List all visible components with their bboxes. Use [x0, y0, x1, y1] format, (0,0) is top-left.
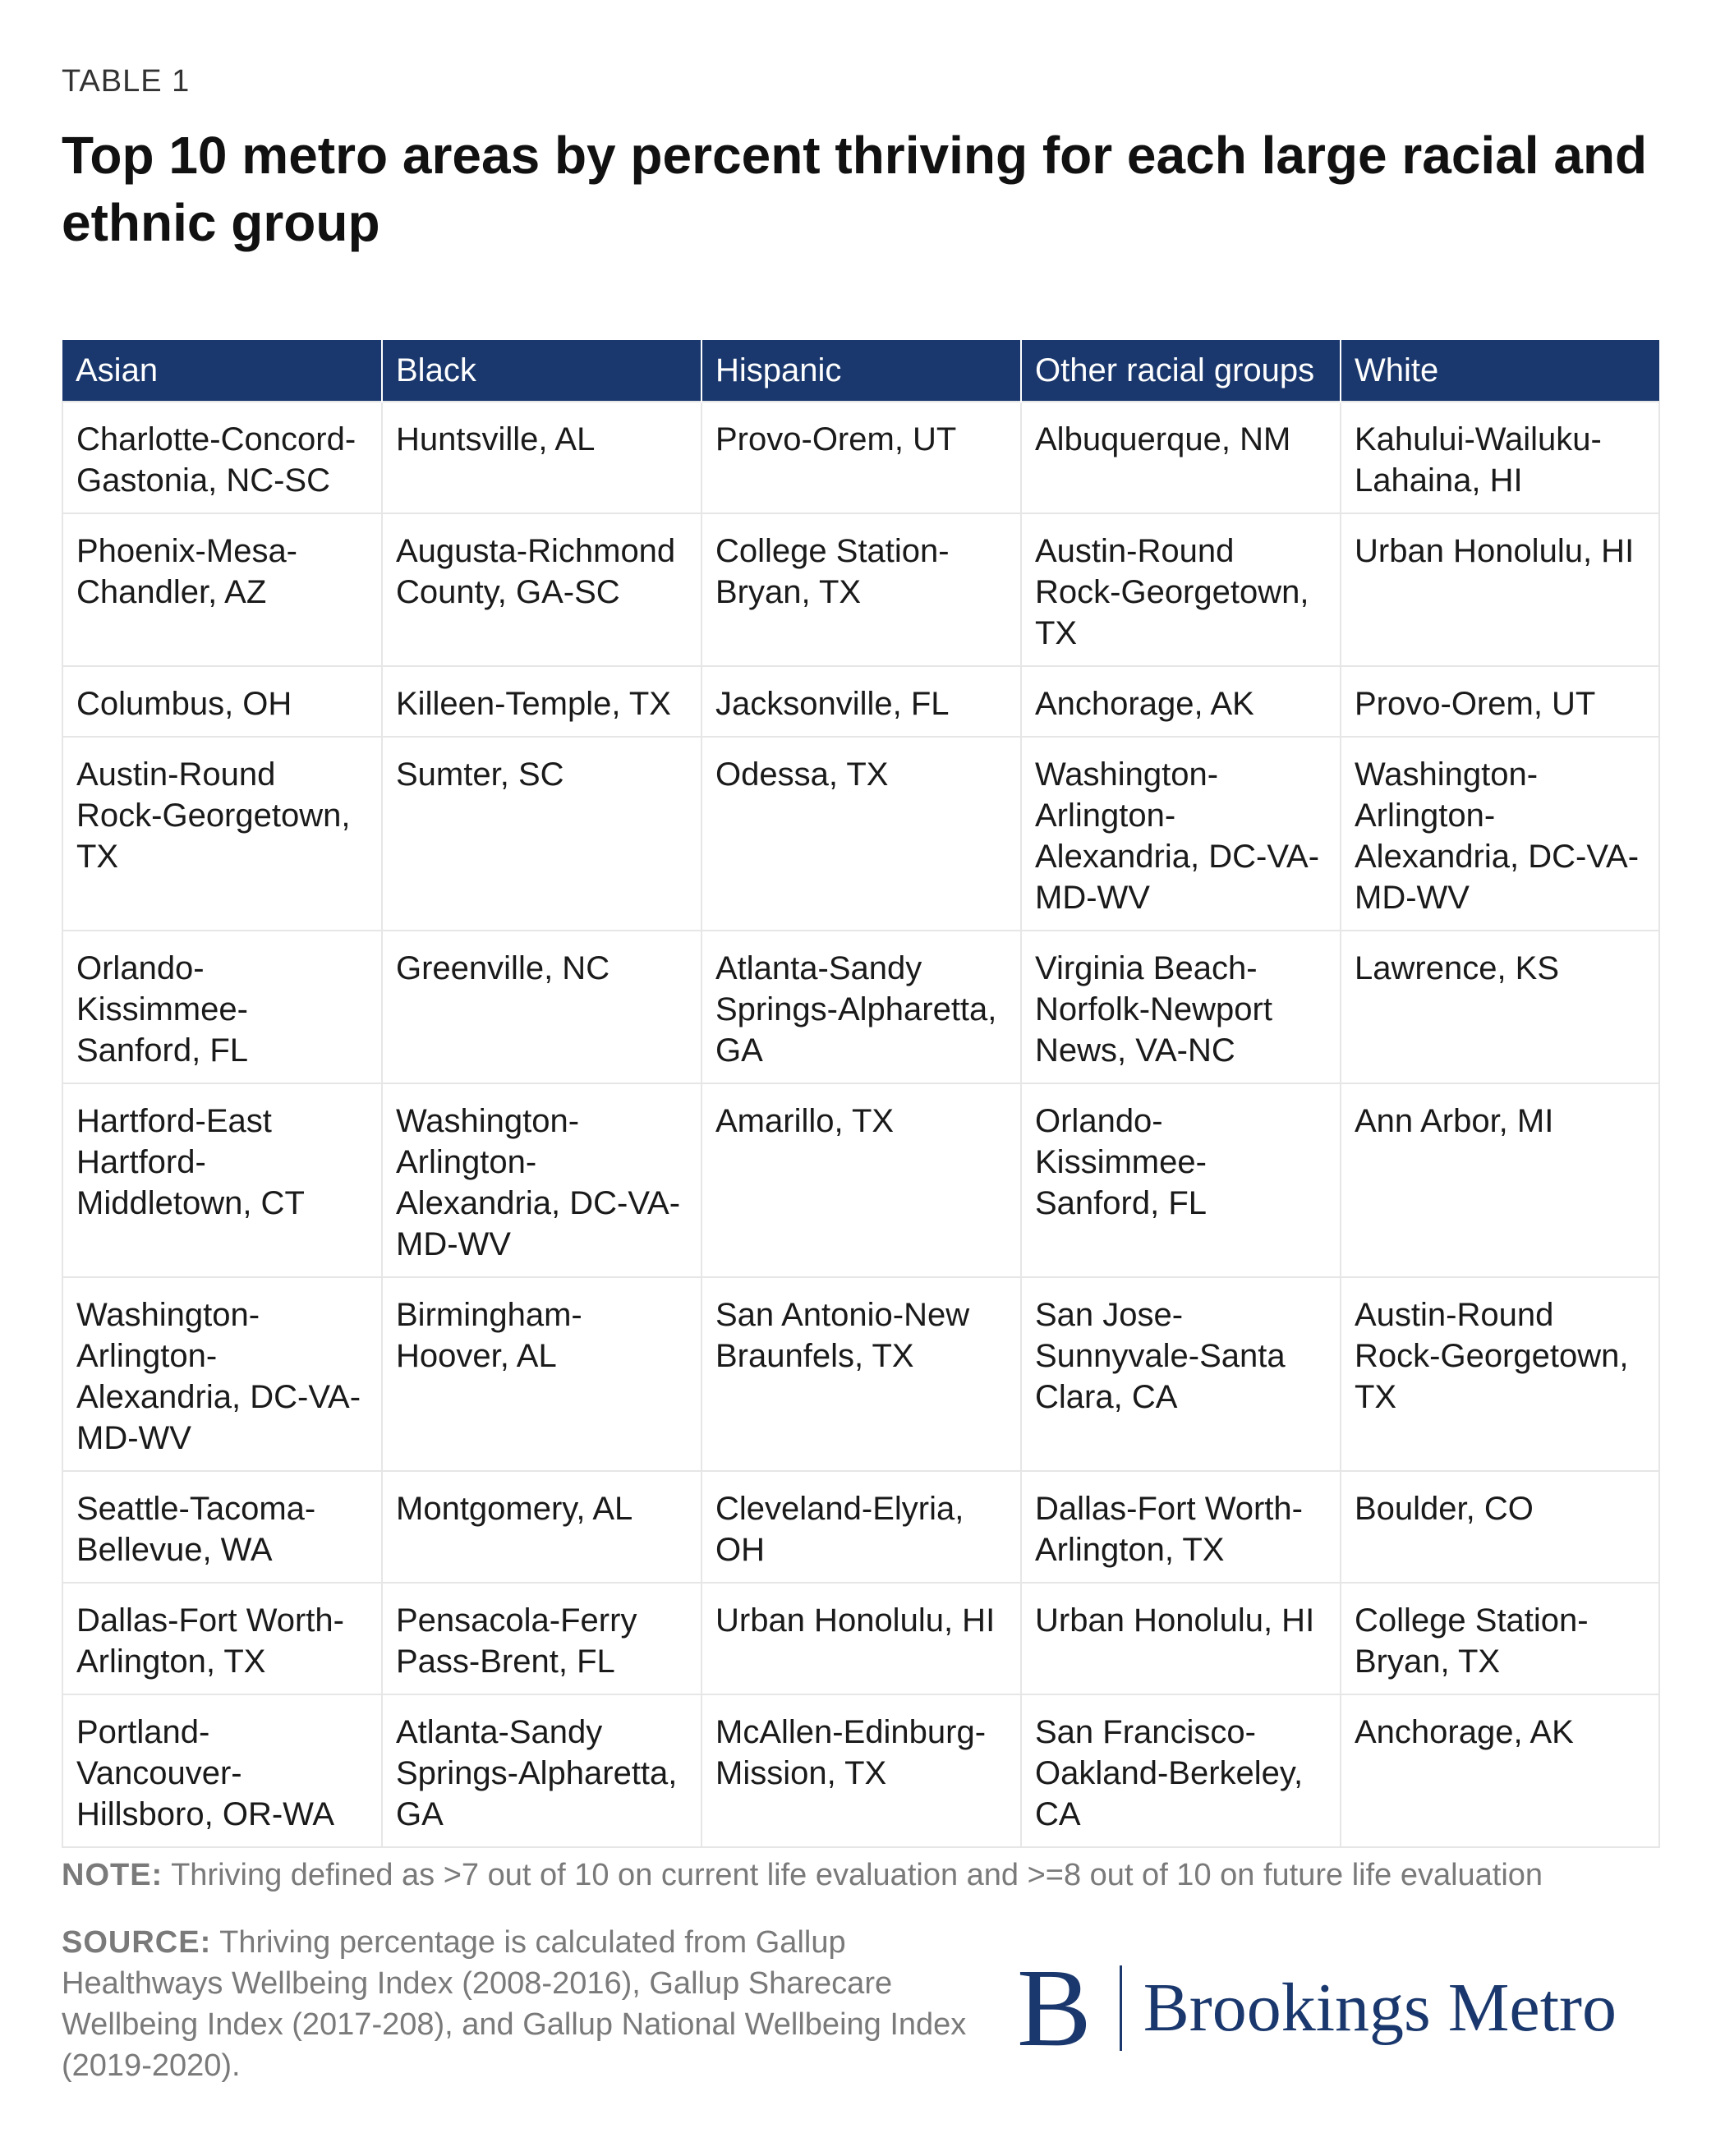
table-cell: McAllen-Edinburg-Mission, TX — [702, 1694, 1021, 1847]
table-cell: Phoenix-Mesa-Chandler, AZ — [62, 513, 382, 666]
table-cell: Kahului-Wailuku-Lahaina, HI — [1341, 402, 1659, 513]
table-cell: Jacksonville, FL — [702, 666, 1021, 737]
column-header-asian: Asian — [62, 340, 382, 402]
table-body — [62, 402, 1659, 1847]
table-header — [62, 340, 1659, 402]
table-cell: Huntsville, AL — [382, 402, 702, 513]
table-cell: Urban Honolulu, HI — [1341, 513, 1659, 666]
table-row — [62, 931, 1659, 1083]
table-cell: Provo-Orem, UT — [1341, 666, 1659, 737]
table-cell: Anchorage, AK — [1021, 666, 1341, 737]
table-cell: Dallas-Fort Worth-Arlington, TX — [1021, 1471, 1341, 1583]
source-label: SOURCE: — [62, 1925, 212, 1960]
metro-table — [62, 340, 1660, 1848]
table-cell: Dallas-Fort Worth-Arlington, TX — [62, 1583, 382, 1694]
note-text: Thriving defined as >7 out of 10 on current life evaluation and >=8 out of 10 on future life evaluation — [163, 1858, 1543, 1892]
footnote-source — [62, 1922, 973, 2086]
column-header-white: White — [1341, 340, 1659, 402]
table-cell: Augusta-Richmond County, GA-SC — [382, 513, 702, 666]
table-cell: Urban Honolulu, HI — [702, 1583, 1021, 1694]
table-row — [62, 402, 1659, 513]
table-cell: San Antonio-New Braunfels, TX — [702, 1277, 1021, 1471]
table-cell: Washington-Arlington-Alexandria, DC-VA-MD-WV — [382, 1083, 702, 1277]
header-row — [62, 340, 1659, 402]
column-header-black: Black — [382, 340, 702, 402]
table-cell: Orlando-Kissimmee-Sanford, FL — [62, 931, 382, 1083]
table-cell: Boulder, CO — [1341, 1471, 1659, 1583]
table-cell: Columbus, OH — [62, 666, 382, 737]
table-cell: Albuquerque, NM — [1021, 402, 1341, 513]
table-cell: Pensacola-Ferry Pass-Brent, FL — [382, 1583, 702, 1694]
table-cell: Portland-Vancouver-Hillsboro, OR-WA — [62, 1694, 382, 1847]
table-cell: Ann Arbor, MI — [1341, 1083, 1659, 1277]
table-row — [62, 1083, 1659, 1277]
table-cell: College Station-Bryan, TX — [702, 513, 1021, 666]
table-cell: Sumter, SC — [382, 737, 702, 931]
table-cell: Austin-Round Rock-Georgetown, TX — [1341, 1277, 1659, 1471]
table-cell: College Station-Bryan, TX — [1341, 1583, 1659, 1694]
table-cell: Virginia Beach-Norfolk-Newport News, VA-NC — [1021, 931, 1341, 1083]
table-cell: San Francisco-Oakland-Berkeley, CA — [1021, 1694, 1341, 1847]
note-label: NOTE: — [62, 1858, 163, 1892]
table-cell: Washington-Arlington-Alexandria, DC-VA-MD-WV — [1341, 737, 1659, 931]
table-cell: Orlando-Kissimmee-Sanford, FL — [1021, 1083, 1341, 1277]
table-cell: Seattle-Tacoma-Bellevue, WA — [62, 1471, 382, 1583]
column-header-other-racial-groups: Other racial groups — [1021, 340, 1341, 402]
table-cell: Atlanta-Sandy Springs-Alpharetta, GA — [382, 1694, 702, 1847]
table-cell: Washington-Arlington-Alexandria, DC-VA-MD-WV — [62, 1277, 382, 1471]
table-cell: Montgomery, AL — [382, 1471, 702, 1583]
table-row — [62, 513, 1659, 666]
table-row — [62, 666, 1659, 737]
table-cell: Amarillo, TX — [702, 1083, 1021, 1277]
table-cell: Hartford-East Hartford-Middletown, CT — [62, 1083, 382, 1277]
table-row — [62, 737, 1659, 931]
table-cell: San Jose-Sunnyvale-Santa Clara, CA — [1021, 1277, 1341, 1471]
table-row — [62, 1694, 1659, 1847]
table-cell: Urban Honolulu, HI — [1021, 1583, 1341, 1694]
table-row — [62, 1277, 1659, 1471]
table-cell: Cleveland-Elyria, OH — [702, 1471, 1021, 1583]
table-cell: Odessa, TX — [702, 737, 1021, 931]
logo-divider — [1120, 1965, 1122, 2051]
table-cell: Birmingham-Hoover, AL — [382, 1277, 702, 1471]
table-cell: Austin-Round Rock-Georgetown, TX — [1021, 513, 1341, 666]
brookings-b-logo-mark: B — [1017, 1947, 1092, 2070]
table-cell: Atlanta-Sandy Springs-Alpharetta, GA — [702, 931, 1021, 1083]
column-header-hispanic: Hispanic — [702, 340, 1021, 402]
footnote-note — [62, 1858, 1704, 1893]
page-title: Top 10 metro areas by percent thriving for each large racial and ethnic group — [62, 126, 1648, 252]
table-cell: Anchorage, AK — [1341, 1694, 1659, 1847]
table-row — [62, 1583, 1659, 1694]
table-cell: Greenville, NC — [382, 931, 702, 1083]
table-cell: Charlotte-Concord-Gastonia, NC-SC — [62, 402, 382, 513]
table-cell: Killeen-Temple, TX — [382, 666, 702, 737]
table-cell: Austin-Round Rock-Georgetown, TX — [62, 737, 382, 931]
table-row — [62, 1471, 1659, 1583]
table-cell: Lawrence, KS — [1341, 931, 1659, 1083]
brookings-metro-logo — [1017, 1947, 1617, 2070]
table-cell: Washington-Arlington-Alexandria, DC-VA-MD-WV — [1021, 737, 1341, 931]
logo-wordmark: Brookings Metro — [1143, 1970, 1617, 2046]
table-cell: Provo-Orem, UT — [702, 402, 1021, 513]
table-eyebrow: TABLE 1 — [62, 64, 191, 99]
source-text: Thriving percentage is calculated from Gallup Healthways Wellbeing Index (2008-2016), Gallup Sharecare Wellbeing Index (2017-208), and Gallup National Wellbeing Index (2019-2020). — [62, 1925, 967, 2083]
